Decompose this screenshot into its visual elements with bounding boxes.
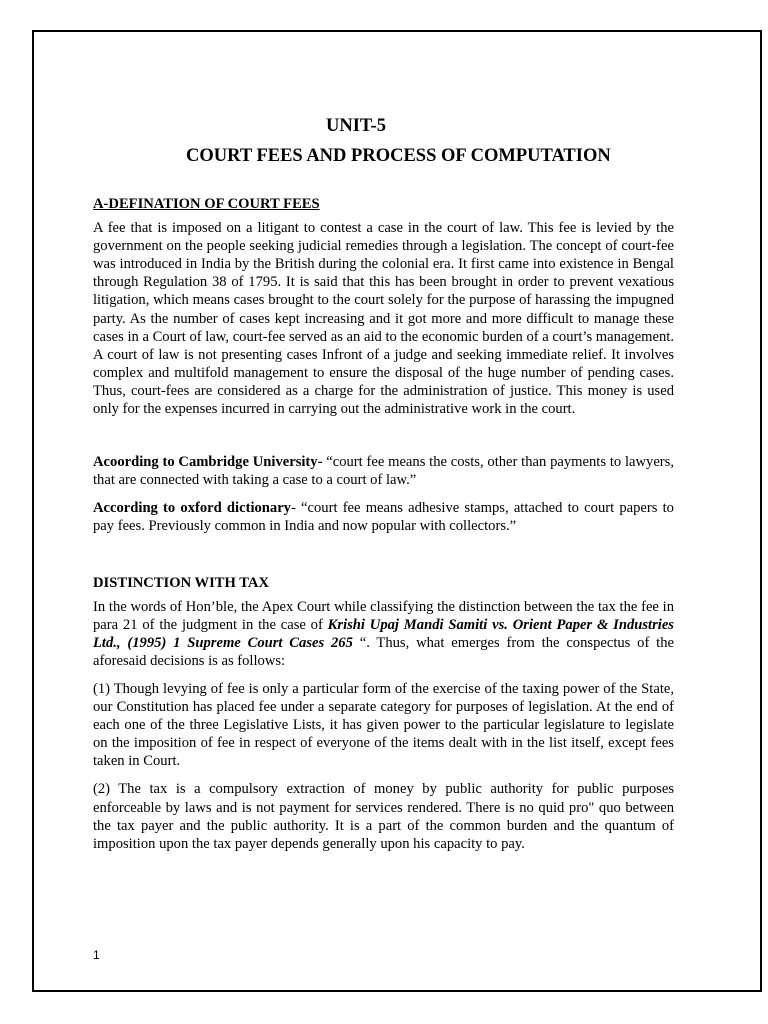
definition-heading: A-DEFINATION OF COURT FEES <box>93 196 320 212</box>
definition-paragraph: A fee that is imposed on a litigant to contest a case in the court of law. This fee is levied by the government on the people seeking judicial remedies through a legislation. The concept of court-fee was introduced in India by the British during the colonial era. It first came into existence in Bengal through Regulation 38 of 1795. It is said that this has been brought in order to prevent vexatious litigation, which means cases brought to the court solely for the purpose of harassing the impugned party. As the number of cases kept increasing and it got more and more difficult to manage these cases in a Court of law, court-fee served as an aid to the economic burden of a court’s management. A court of law is not presenting cases Infront of a judge and seeking immediate relief. It involves complex and multifold management to ensure the disposal of the huge number of pending cases. Thus, court-fees are considered as a charge for the administration of justice. This money is used only for the expenses incurred in carrying out the administrative work in the court. <box>93 220 674 418</box>
cambridge-label: Acoording to Cambridge University- <box>93 454 323 471</box>
case-citation: Krishi Upaj Mandi Samiti vs. Orient Paper & Industries Ltd., (1995) 1 Supreme Court Cases 265 <box>93 616 674 651</box>
distinction-point-2: (2) The tax is a compulsory extraction of money by public authority for public purposes enforceable by laws and is not payment for services rendered. There is no quid pro" quo between the tax payer and the public authority. It is a part of the common burden and the quantum of imposition upon the tax payer depends generally upon his capacity to pay. <box>93 781 674 852</box>
cambridge-text: “court fee means the costs, other than payments to lawyers, that are connected with taking a case to a court of law.” <box>93 454 674 489</box>
cambridge-definition <box>93 453 674 489</box>
page-number: 1 <box>93 948 100 962</box>
unit-title: UNIT-5 <box>326 116 386 136</box>
distinction-intro-text: In the words of Hon’ble, the Apex Court while classifying the distinction between the tax the fee in para 21 of the judgment in the case of <box>93 598 674 633</box>
oxford-label: According to oxford dictionary <box>93 500 291 517</box>
distinction-intro <box>93 598 674 670</box>
page-title: COURT FEES AND PROCESS OF COMPUTATION <box>186 146 611 166</box>
document-body <box>93 115 674 863</box>
oxford-text: - “court fee means adhesive stamps, attached to court papers to pay fees. Previously common in India and now popular with collectors.” <box>93 500 674 535</box>
distinction-intro-tail: “. Thus, what emerges from the conspectus of the aforesaid decisions is as follows: <box>93 634 675 669</box>
oxford-definition <box>93 499 674 535</box>
distinction-heading: DISTINCTION WITH TAX <box>93 574 269 591</box>
distinction-point-1: (1) Though levying of fee is only a particular form of the exercise of the taxing power of the State, our Constitution has placed fee under a separate category for purposes of legislation. At the end of each one of the three Legislative Lists, it has given power to the particular legislature to legislate on the imposition of fee in respect of everyone of the items dealt with in the list itself, except fees taken in Court. <box>93 680 674 770</box>
